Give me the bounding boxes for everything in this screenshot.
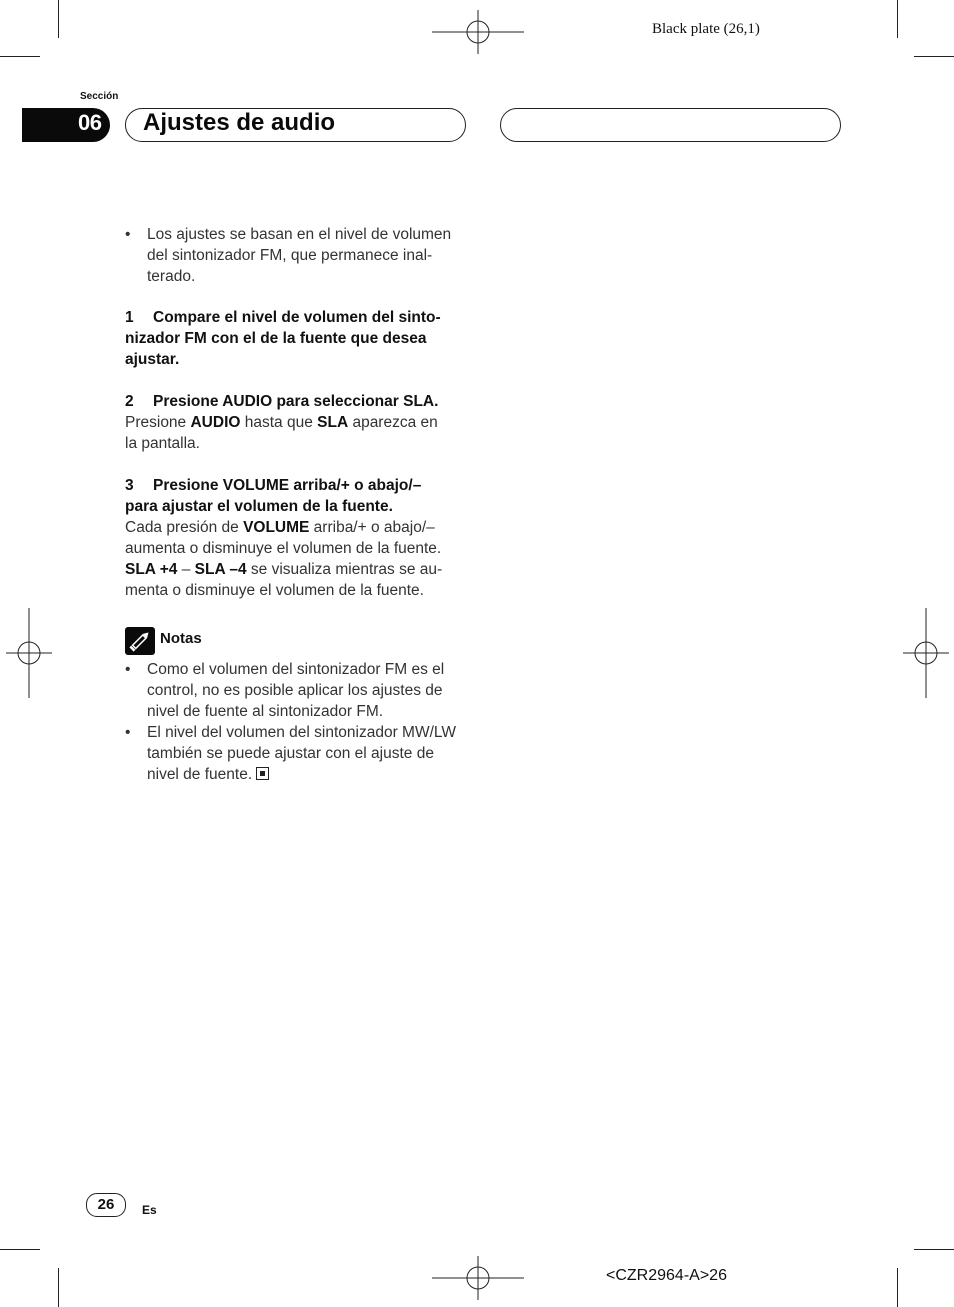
bullet-icon: • — [125, 226, 131, 243]
note-item-1 — [125, 659, 470, 722]
step-3-body-line-4: menta o disminuye el volumen de la fuente. — [125, 582, 424, 599]
step-2-body-line-1: Presione AUDIO hasta que SLA aparezca en — [125, 414, 438, 431]
step-3-heading-line-2: para ajustar el volumen de la fuente. — [125, 498, 393, 515]
step-1-number: 1 — [125, 309, 134, 326]
note-2-line-3: nivel de fuente. — [147, 766, 253, 783]
header-empty-box — [500, 108, 841, 142]
pencil-icon — [125, 627, 155, 655]
bullet-icon: • — [125, 724, 131, 741]
step-3 — [125, 475, 470, 601]
document-code: <CZR2964-A>26 — [606, 1267, 727, 1284]
intro-line-1: Los ajustes se basan en el nivel de volumen — [147, 226, 452, 243]
step-3-body-line-3: SLA +4 – SLA –4 se visualiza mientras se au- — [125, 561, 443, 578]
section-number: 06 — [78, 110, 102, 135]
note-1-line-1: Como el volumen del sintonizador FM es el — [147, 661, 445, 678]
registration-mark-right — [903, 608, 949, 698]
notes-title: Notas — [160, 630, 202, 647]
step-2-number: 2 — [125, 393, 134, 410]
page-number: 26 — [97, 1196, 115, 1213]
step-3-body-line-2: aumenta o disminuye el volumen de la fuente. — [125, 540, 442, 557]
step-2-heading: Presione AUDIO para seleccionar SLA. — [153, 393, 439, 410]
end-of-section-icon — [256, 767, 269, 780]
step-1 — [125, 307, 470, 370]
step-1-line-1: Compare el nivel de volumen del sinto- — [153, 309, 441, 326]
registration-mark-bottom — [432, 1256, 524, 1300]
intro-line-3: terado. — [147, 268, 196, 285]
step-3-number: 3 — [125, 477, 134, 494]
note-2-line-3-wrap — [125, 764, 470, 785]
step-2-body-line-2: la pantalla. — [125, 435, 200, 452]
note-2-line-2: también se puede ajustar con el ajuste de — [147, 745, 434, 762]
note-2-line-1: El nivel del volumen del sintonizador MW/LW — [147, 724, 456, 741]
step-3-body-line-1: Cada presión de VOLUME arriba/+ o abajo/– — [125, 519, 435, 536]
intro-line-2: del sintonizador FM, que permanece inal- — [147, 247, 433, 264]
registration-mark-left — [6, 608, 52, 698]
plate-label: Black plate (26,1) — [652, 21, 760, 37]
bullet-icon: • — [125, 661, 131, 678]
note-1-line-3: nivel de fuente al sintonizador FM. — [147, 703, 384, 720]
step-3-heading-line-1: Presione VOLUME arriba/+ o abajo/– — [153, 477, 422, 494]
step-1-line-2: nizador FM con el de la fuente que desea — [125, 330, 427, 347]
note-1-line-2: control, no es posible aplicar los ajustes de — [147, 682, 443, 699]
note-item-2 — [125, 722, 470, 785]
section-title: Ajustes de audio — [143, 109, 336, 136]
language-label: Es — [142, 1203, 157, 1217]
step-1-line-3: ajustar. — [125, 351, 180, 368]
intro-bullet — [125, 224, 470, 287]
section-label: Sección — [80, 91, 119, 102]
registration-mark-top — [432, 10, 524, 54]
step-2 — [125, 391, 470, 454]
